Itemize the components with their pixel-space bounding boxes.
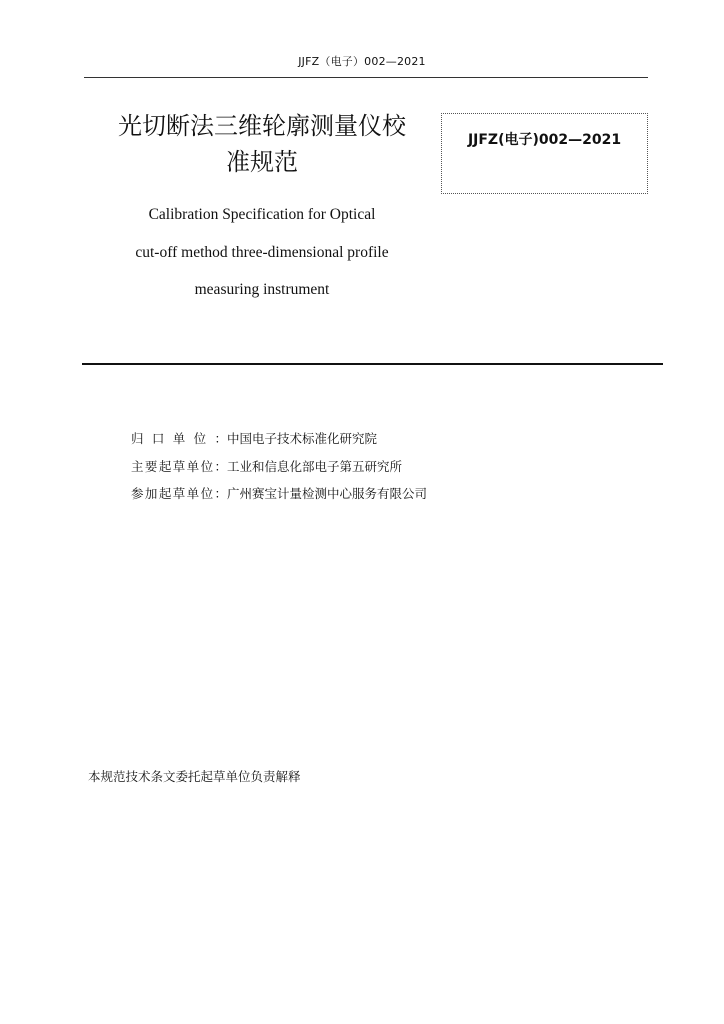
header-rule [84, 77, 648, 78]
title-chinese-line-2: 准规范 [226, 148, 298, 176]
standard-code-box [441, 113, 648, 194]
standard-code: JJFZ(电子)002—2021 [467, 132, 622, 148]
drafting-units [131, 425, 427, 508]
title-chinese [92, 108, 432, 180]
title-english-line-2: cut-off method three-dimensional profile [135, 243, 389, 261]
unit-label: 参加起草单位： [131, 486, 227, 501]
title-english-line-3: measuring instrument [194, 281, 330, 298]
unit-row-participating-drafter [131, 480, 427, 508]
unit-label: 归口单位： [131, 431, 227, 446]
main-divider [82, 363, 663, 365]
title-english-line-1: Calibration Specification for Optical [148, 206, 376, 223]
unit-value: 广州赛宝计量检测中心服务有限公司 [227, 486, 428, 501]
unit-value: 中国电子技术标准化研究院 [227, 431, 378, 446]
unit-label: 主要起草单位： [131, 458, 227, 474]
title-chinese-line-1: 光切断法三维轮廓测量仪校 [118, 112, 406, 140]
unit-row-main-drafter [131, 453, 427, 481]
running-header: JJFZ（电子）002—2021 [298, 55, 426, 68]
unit-row-responsible [131, 425, 427, 453]
title-english [92, 196, 432, 309]
interpretation-note: 本规范技术条文委托起草单位负责解释 [88, 769, 301, 784]
unit-value: 工业和信息化部电子第五研究所 [227, 458, 403, 474]
